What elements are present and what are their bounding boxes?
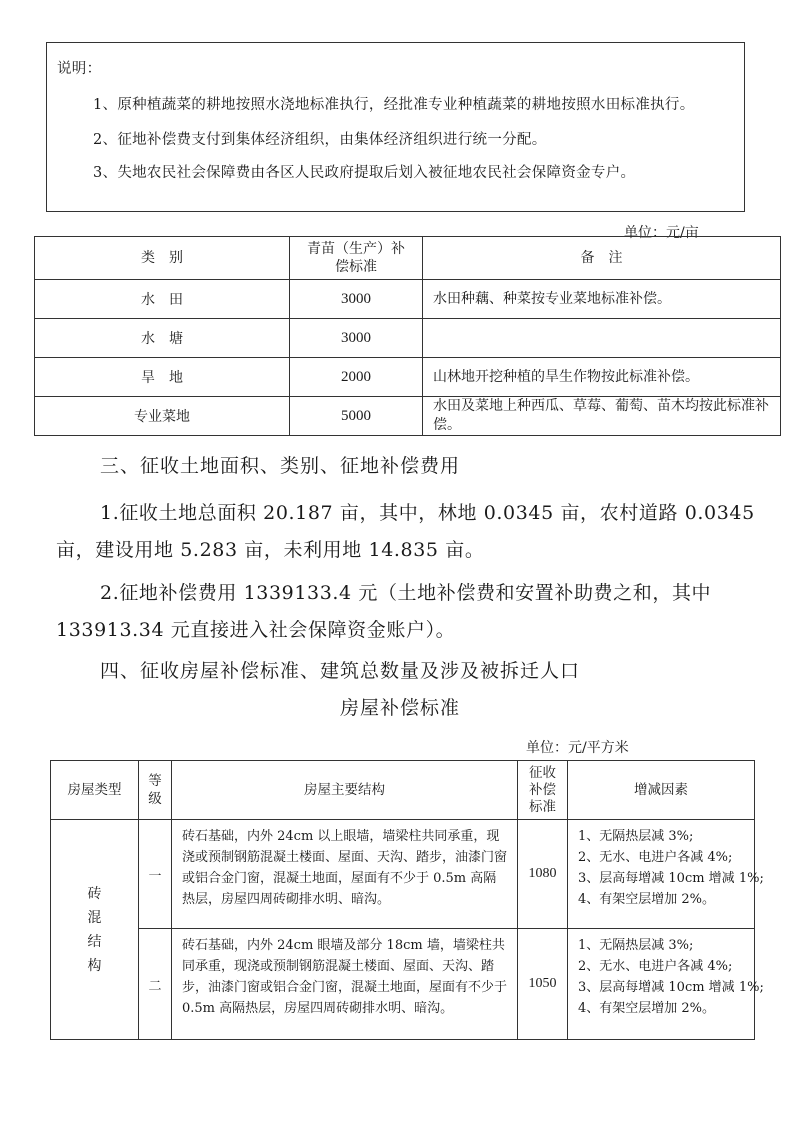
- table-row: [35, 280, 781, 319]
- seed-note: 山林地开挖种植的旱生作物按此标准补偿。: [423, 358, 781, 397]
- house-grade: 二: [139, 929, 172, 1040]
- table-row: [35, 319, 781, 358]
- table-row: [35, 397, 781, 436]
- notes-title: 说明：: [57, 61, 102, 77]
- seedling-unit: 单位：元/亩: [624, 225, 699, 241]
- house-structure: 砖石基础，内外 24cm 以上眼墙，墙梁柱共同承重，现浇或预制钢筋混凝土楼面、屋面、天沟、踏步，油漆门窗或铝合金门窗，混凝土地面，屋面有不少于 0.5m 高隔热层，房屋四周砖砌排水明、暗沟。: [172, 820, 518, 929]
- seed-note: [423, 319, 781, 358]
- header-rate: [290, 237, 423, 280]
- seed-note: 水田种藕、种菜按专业菜地标准补偿。: [423, 280, 781, 319]
- factor-item: 3、层高每增减 10cm 增减 1%;: [578, 980, 764, 995]
- header-grade: [139, 761, 172, 820]
- notes-box: [46, 42, 745, 212]
- table-row: [35, 358, 781, 397]
- house-price: 1050: [518, 929, 568, 1040]
- section3-p1-line1: 1.征收土地总面积 20.187 亩，其中，林地 0.0345 亩，农村道路 0.0345: [100, 502, 755, 524]
- section4-heading: 四、征收房屋补偿标准、建筑总数量及涉及被拆迁人口: [100, 660, 581, 682]
- house-grade: 一: [139, 820, 172, 929]
- house-factors: [568, 929, 764, 1040]
- section3-p1-line2: 亩，建设用地 5.283 亩，未利用地 14.835 亩。: [56, 539, 485, 561]
- section3-p2-line2: 133913.34 元直接进入社会保障资金账户）。: [56, 619, 456, 641]
- factor-item: 4、有架空层增加 2%。: [578, 892, 716, 907]
- seed-type: 水 田: [35, 280, 290, 319]
- house-factors: [568, 820, 764, 929]
- seed-rate: 5000: [290, 397, 423, 436]
- seed-rate: 3000: [290, 319, 423, 358]
- house-unit: 单位：元/平方米: [526, 740, 629, 756]
- header-standard-text: 征收补偿标准: [529, 764, 556, 815]
- note-item-1: 1、原种植蔬菜的耕地按照水浇地标准执行，经批准专业种植蔬菜的耕地按照水田标准执行。: [93, 97, 695, 113]
- factor-item: 3、层高每增减 10cm 增减 1%;: [578, 871, 764, 886]
- table-row: [51, 929, 755, 1040]
- section3-heading: 三、征收土地面积、类别、征地补偿费用: [100, 455, 461, 477]
- factor-item: 1、无隔热层减 3%;: [578, 829, 694, 844]
- seedling-table: [34, 236, 781, 436]
- factor-item: 2、无水、电进户各减 4%;: [578, 850, 733, 865]
- table-header-row: [51, 761, 755, 820]
- table-row: [51, 820, 755, 929]
- seed-type: 专业菜地: [35, 397, 290, 436]
- house-type: 砖混结构: [87, 885, 102, 974]
- seed-type: 水 塘: [35, 319, 290, 358]
- header-structure: 房屋主要结构: [172, 761, 518, 820]
- header-factors: 增减因素: [568, 761, 755, 820]
- house-table-title: 房屋补偿标准: [339, 697, 460, 719]
- house-structure: 砖石基础，内外 24cm 眼墙及部分 18cm 墙，墙梁柱共同承重，现浇或预制钢筋混凝土楼面、屋面、天沟、踏步，油漆门窗或铝合金门窗，混凝土地面，屋面有不少于 0.5m 高隔热层，房屋四周砖砌排水明、暗沟。: [172, 929, 518, 1040]
- header-note: 备 注: [423, 237, 781, 280]
- house-price: 1080: [518, 820, 568, 929]
- note-item-2: 2、征地补偿费支付到集体经济组织，由集体经济组织进行统一分配。: [93, 132, 547, 148]
- factor-item: 1、无隔热层减 3%;: [578, 938, 694, 953]
- table-header-row: [35, 237, 781, 280]
- house-table: [50, 760, 764, 1040]
- note-item-3: 3、失地农民社会保障费由各区人民政府提取后划入被征地农民社会保障资金专户。: [93, 165, 636, 181]
- factor-item: 2、无水、电进户各减 4%;: [578, 959, 733, 974]
- house-type-cell: [51, 820, 139, 1040]
- seed-type: 旱 地: [35, 358, 290, 397]
- seed-note: 水田及菜地上种西瓜、草莓、葡萄、苗木均按此标准补偿。: [423, 397, 781, 436]
- header-grade-text: 等级: [148, 773, 162, 807]
- header-type: 类 别: [35, 237, 290, 280]
- seed-rate: 3000: [290, 280, 423, 319]
- header-standard: [518, 761, 568, 820]
- factor-item: 4、有架空层增加 2%。: [578, 1001, 716, 1016]
- seed-rate: 2000: [290, 358, 423, 397]
- header-rate-text: 青苗（生产）补偿标准: [307, 241, 405, 275]
- header-house-type: 房屋类型: [51, 761, 139, 820]
- section3-p2-line1: 2.征地补偿费用 1339133.4 元（土地补偿费和安置补助费之和，其中: [100, 582, 712, 604]
